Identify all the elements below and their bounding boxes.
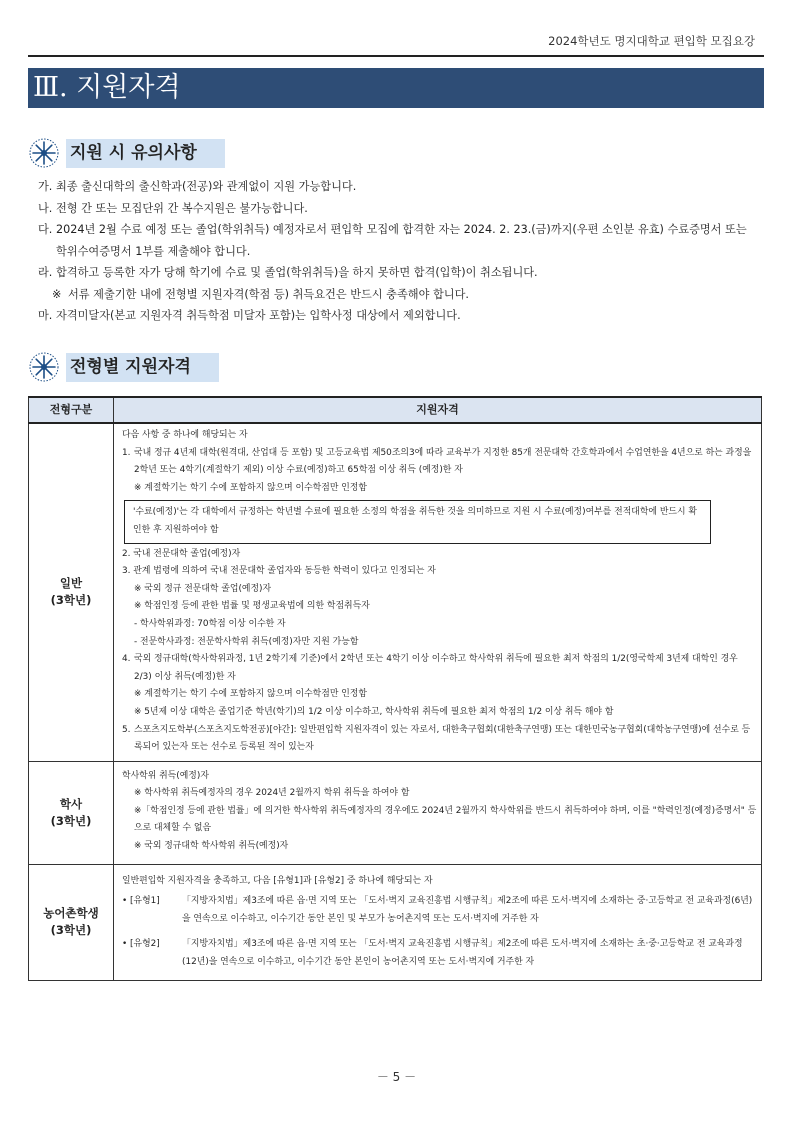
- table-header-category: 전형구분: [29, 397, 114, 423]
- chapter-title: Ⅲ. 지원자격: [28, 68, 764, 108]
- table-row-general: [29, 423, 762, 761]
- list-item: 가. 최종 출신대학의 출신학과(전공)와 관계없이 지원 가능합니다.: [38, 180, 357, 193]
- running-header: 2024학년도 명지대학교 편입학 모집요강: [548, 34, 755, 48]
- category-cell: 농어촌학생 (3학년): [29, 864, 114, 980]
- list-item: 마. 자격미달자(본교 지원자격 취득학점 미달자 포함)는 입학사정 대상에서 제외합니다.: [38, 309, 461, 322]
- snowflake-emblem-icon: [28, 351, 60, 383]
- section-title: 전형별 지원자격: [66, 353, 219, 382]
- category-cell: 일반 (3학년): [29, 423, 114, 761]
- table-row-rural: [29, 864, 762, 980]
- notice-box: '수료(예정)'는 각 대학에서 규정하는 학년별 수료에 필요한 소정의 학점을 취득한 것을 의미하므로 지원 시 수료(예정)여부를 전적대학에 반드시 확인한 후 지원하여야 함: [124, 500, 711, 543]
- list-item: 나. 전형 간 또는 모집단위 간 복수지원은 불가능합니다.: [38, 201, 308, 215]
- snowflake-emblem-icon: [28, 137, 60, 169]
- list-item: 다. 2024년 2월 수료 예정 또는 졸업(학위취득) 예정자로서 편입학 모집에 합격한 자는 2024. 2. 23.(금)까지(우편 소인분 유효) 수료증명서 또는 학위수여증명서 1부를 제출해야 합니다.: [38, 223, 747, 258]
- list-item: • [유형2] 「지방자치법」제3조에 따른 읍·면 지역 또는 「도서·벽지 교육진흥법 시행규칙」제2조에 따른 도서·벽지에 소재하는 초·중·고등학교 전 교육과정(12년)을 연속으로 이수하고, 이수기간 동안 본인이 농어촌지역 또는 도서·벽지에 거주한 자: [122, 939, 743, 968]
- list-item: 라. 합격하고 등록한 자가 당해 학기에 수료 및 졸업(학위취득)을 하지 못하면 합격(입학)이 취소됩니다.: [38, 266, 538, 279]
- header-rule: [28, 55, 764, 57]
- list-item-note: ※ 서류 제출기한 내에 전형별 지원자격(학점 등) 취득요건은 반드시 충족해야 합니다.: [52, 287, 469, 301]
- category-cell: 학사 (3학년): [29, 761, 114, 864]
- qualification-table: [28, 396, 762, 981]
- table-header-qualification: 지원자격: [114, 397, 762, 423]
- qualification-cell: 다음 사항 중 하나에 해당되는 자 1. 국내 정규 4년제 대학(원격대, 산업대 등 포함) 및 고등교육법 제50조의3에 따라 교육부가 지정한 85개 전문대학 간호학과에서 수업연한을 4년으로 하는 과정을 2학년 또는 4학기(계절학기 제외) 이상 수료(예정)하고 65학점 이상 취득 (예정)한 자 ※ 계절학기는 학기 수에 포함하지 않으며 이수학점만 인정함 '수료(예정)'는 각 대학에서 규정하는 학년별 수료에 필요한 소정의 학점을 취득한 것을 의미하므로 지원 시 수료(예정)여부를 전적대학에 반드시 확인한 후 지원하여야 함 2. 국내 전문대학 졸업(예정)자 3. 관계 법령에 의하여 국내 전문대학 졸업자와 동등한 학력이 있다고 인정되는 자 ※ 국외 정규 전문대학 졸업(예정)자 ※ 학점인정 등에 관한 법률 및 평생교육법에 의한 학점취득자 - 학사학위과정: 70학점 이상 이수한 자 - 전문학사과정: 전문학사학위 취득(예정)자만 지원 가능함 4. 국외 정규대학(학사학위과정, 1년 2학기제 기준)에서 2학년 또는 4학기 이상 이수하고 학사학위 취득에 필요한 최저 학점의 1/2(영국학제 3년제 대학인 경우 2/3) 이상 취득(예정)한 자 ※ 계절학기는 학기 수에 포함하지 않으며 이수학점만 인정함 ※ 5년제 이상 대학은 졸업기준 학년(학기)의 1/2 이상 이수하고, 학사학위 취득에 필요한 최저 학점의 1/2 이상 취득 해야 함 5. 스포츠지도학부(스포츠지도학전공)[야간]: 일반편입학 지원자격이 있는 자로서, 대한축구협회(대한축구연맹) 또는 대한민국농구협회(대학농구연맹)에 선수로 등록되어 있는자 또는 선수로 등록된 적이 있는자: [114, 423, 762, 761]
- qualification-cell: 학사학위 취득(예정)자 ※ 학사학위 취득예정자의 경우 2024년 2월까지 학위 취득을 하여야 함 ※「학점인정 등에 관한 법률」에 의거한 학사학위 취득예정자의 경우에도 2024년 2월까지 학사학위를 반드시 취득하여야 하며, 이를 "학력인정(예정)증명서" 등으로 대체할 수 없음 ※ 국외 정규대학 학사학위 취득(예정)자: [114, 761, 762, 864]
- qualification-cell: 일반편입학 지원자격을 충족하고, 다음 [유형1]과 [유형2] 중 하나에 해당되는 자 • [유형1] 「지방자치법」제3조에 따른 읍·면 지역 또는 「도서·벽지 교육진흥법 시행규칙」제2조에 따른 도서·벽지에 소재하는 중·고등학교 전 교육과정(6년)을 연속으로 이수하고, 이수기간 동안 본인 및 부모가 농어촌지역 또는 도서·벽지에 거주한 자 • [유형2] 「지방자치법」제3조에 따른 읍·면 지역 또는 「도서·벽지 교육진흥법 시행규칙」제2조에 따른 도서·벽지에 소재하는 초·중·고등학교 전 교육과정(12년)을 연속으로 이수하고, 이수기간 동안 본인이 농어촌지역 또는 도서·벽지에 거주한 자: [114, 864, 762, 980]
- page-number: － 5 －: [376, 1070, 417, 1084]
- list-item: • [유형1] 「지방자치법」제3조에 따른 읍·면 지역 또는 「도서·벽지 교육진흥법 시행규칙」제2조에 따른 도서·벽지에 소재하는 중·고등학교 전 교육과정(6년)을 연속으로 이수하고, 이수기간 동안 본인 및 부모가 농어촌지역 또는 도서·벽지에 거주한 자: [122, 896, 753, 924]
- notes-list: [38, 176, 760, 327]
- table-row-bachelor: [29, 761, 762, 864]
- section-title: 지원 시 유의사항: [66, 139, 225, 168]
